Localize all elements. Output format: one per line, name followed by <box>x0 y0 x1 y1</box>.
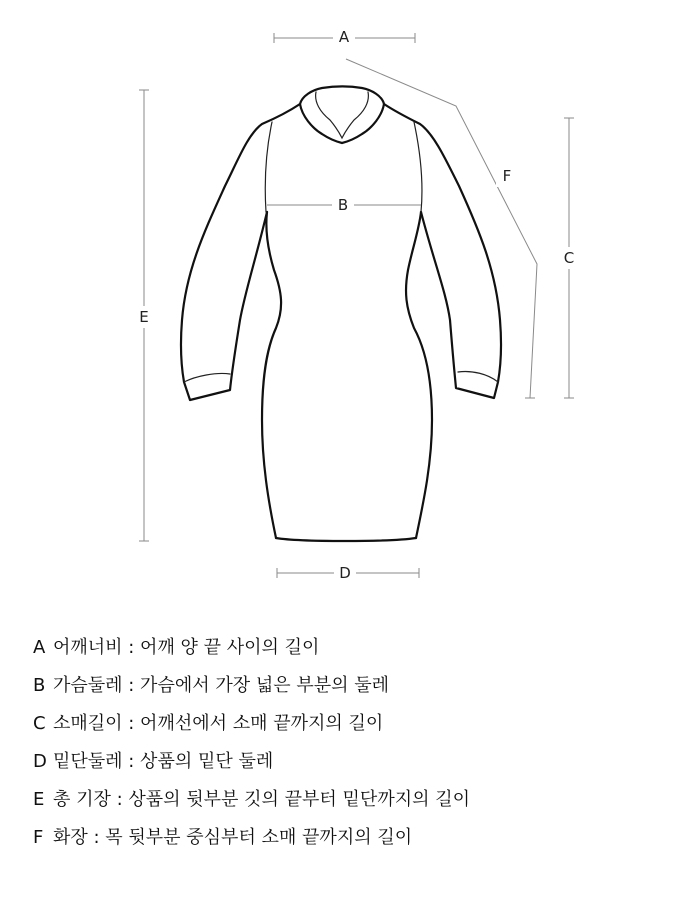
legend-letter: D <box>33 751 47 772</box>
collar-inner <box>316 92 369 138</box>
hem <box>276 538 416 541</box>
left-cuff-seam <box>184 373 230 382</box>
legend-text: 소매길이 : 어깨선에서 소매 끝까지의 길이 <box>53 713 384 734</box>
label-f: F <box>502 167 512 185</box>
right-sleeve-outer <box>384 104 501 398</box>
legend-text: 화장 : 목 뒷부분 중심부터 소매 끝까지의 길이 <box>53 827 413 848</box>
label-c: C <box>563 249 575 267</box>
label-d: D <box>339 564 351 582</box>
legend-text: 총 기장 : 상품의 뒷부분 깃의 끝부터 밑단까지의 길이 <box>53 789 470 810</box>
legend-item-a <box>33 636 653 674</box>
legend-letter: F <box>33 827 44 848</box>
label-a: A <box>338 28 350 46</box>
dress-outline <box>181 87 501 542</box>
label-b: B <box>337 196 349 214</box>
legend-letter: A <box>33 637 46 658</box>
legend-letter: B <box>33 675 46 696</box>
legend-text: 가슴둘레 : 가슴에서 가장 넓은 부분의 둘레 <box>53 675 389 696</box>
collar-outer <box>300 87 384 144</box>
right-raglan-seam <box>414 122 422 212</box>
legend-text: 어깨너비 : 어깨 양 끝 사이의 길이 <box>53 637 320 658</box>
measurement-labels <box>133 26 580 584</box>
measure-f-line <box>346 59 537 398</box>
legend-text: 밑단둘레 : 상품의 밑단 둘레 <box>53 751 274 772</box>
legend-item-f <box>33 826 653 864</box>
left-sleeve-outer <box>181 104 300 400</box>
measurement-legend <box>33 636 653 864</box>
body-left-side <box>262 212 281 538</box>
legend-letter: C <box>33 713 46 734</box>
label-e: E <box>139 308 149 326</box>
legend-item-c <box>33 712 653 750</box>
right-cuff-seam <box>458 371 498 382</box>
legend-item-b <box>33 674 653 712</box>
body-right-side <box>406 212 432 538</box>
legend-letter: E <box>33 789 45 810</box>
left-raglan-seam <box>265 122 272 212</box>
legend-item-d <box>33 750 653 788</box>
legend-item-e <box>33 788 653 826</box>
measurement-lines <box>139 33 574 578</box>
